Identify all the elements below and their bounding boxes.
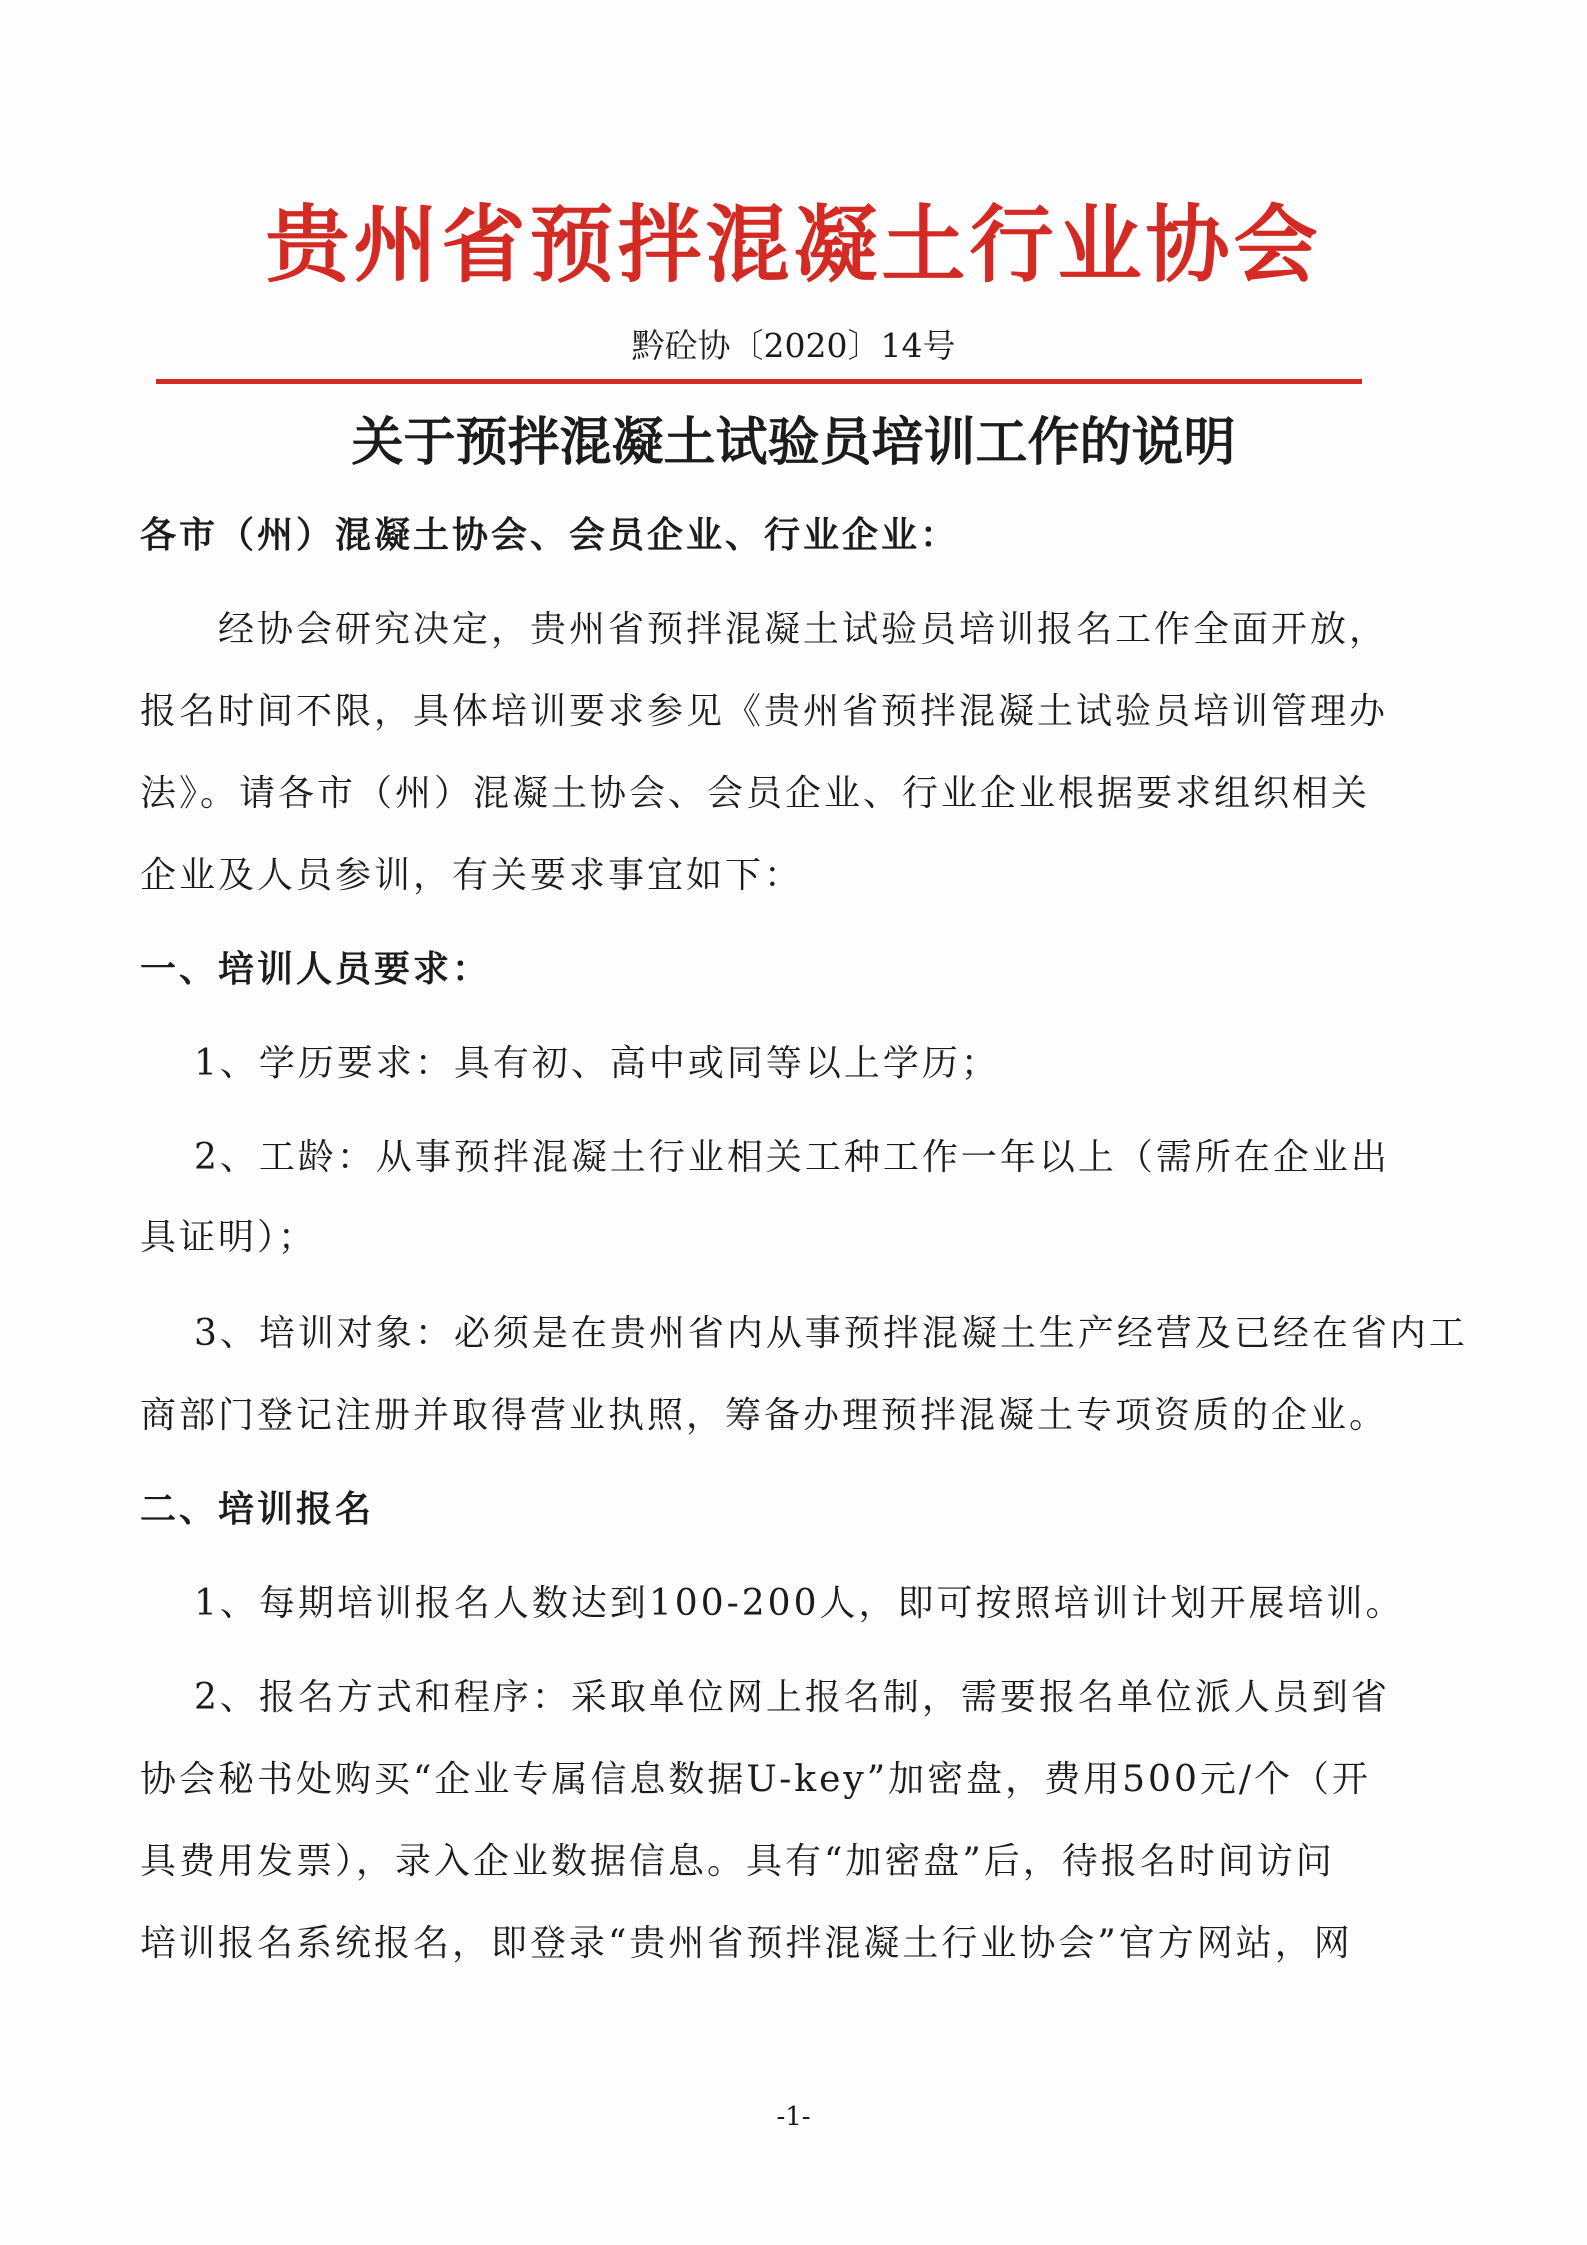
- page-number: -1-: [776, 2102, 811, 2132]
- section-2-item-2: 2、报名方式和程序：采取单位网上报名制，需要报名单位派人员到省: [194, 1677, 1390, 1718]
- document-title: 关于预拌混凝土试验员培训工作的说明: [351, 413, 1236, 473]
- header-divider: [156, 379, 1362, 384]
- section-1-item-3-cont: 商部门登记注册并取得营业执照，筹备办理预拌混凝土专项资质的企业。: [140, 1395, 1389, 1436]
- section-2-heading: 二、培训报名: [140, 1489, 375, 1530]
- intro-line-1: 经协会研究决定，贵州省预拌混凝土试验员培训报名工作全面开放，: [218, 609, 1389, 650]
- intro-line-3: 法》。请各市（州）混凝土协会、会员企业、行业企业根据要求组织相关: [140, 773, 1371, 814]
- section-1-item-3: 3、培训对象：必须是在贵州省内从事预拌混凝土生产经营及已经在省内工: [194, 1313, 1468, 1354]
- organization-title: 贵州省预拌混凝土行业协会: [265, 195, 1322, 294]
- document-number: 黔砼协〔2020〕14号: [631, 326, 956, 365]
- section-1-heading: 一、培训人员要求：: [140, 949, 492, 990]
- section-2-item-2-cont-1: 协会秘书处购买“企业专属信息数据U-key”加密盘，费用500元/个（开: [140, 1759, 1371, 1800]
- salutation: 各市（州）混凝土协会、会员企业、行业企业：: [140, 515, 960, 556]
- intro-line-4: 企业及人员参训，有关要求事宜如下：: [140, 855, 804, 896]
- section-2-item-2-cont-2: 具费用发票），录入企业数据信息。具有“加密盘”后，待报名时间访问: [140, 1841, 1335, 1882]
- section-1-item-2: 2、工龄：从事预拌混凝土行业相关工种工作一年以上（需所在企业出: [194, 1137, 1390, 1178]
- section-1-item-2-cont: 具证明）；: [140, 1217, 318, 1258]
- section-2-item-1: 1、每期培训报名人数达到100-200人，即可按照培训计划开展培训。: [194, 1583, 1405, 1624]
- section-1-item-1: 1、学历要求：具有初、高中或同等以上学历；: [194, 1043, 1000, 1084]
- intro-line-2: 报名时间不限，具体培训要求参见《贵州省预拌混凝土试验员培训管理办: [140, 691, 1389, 732]
- section-2-item-2-cont-3: 培训报名系统报名，即登录“贵州省预拌混凝土行业协会”官方网站，网: [140, 1923, 1353, 1964]
